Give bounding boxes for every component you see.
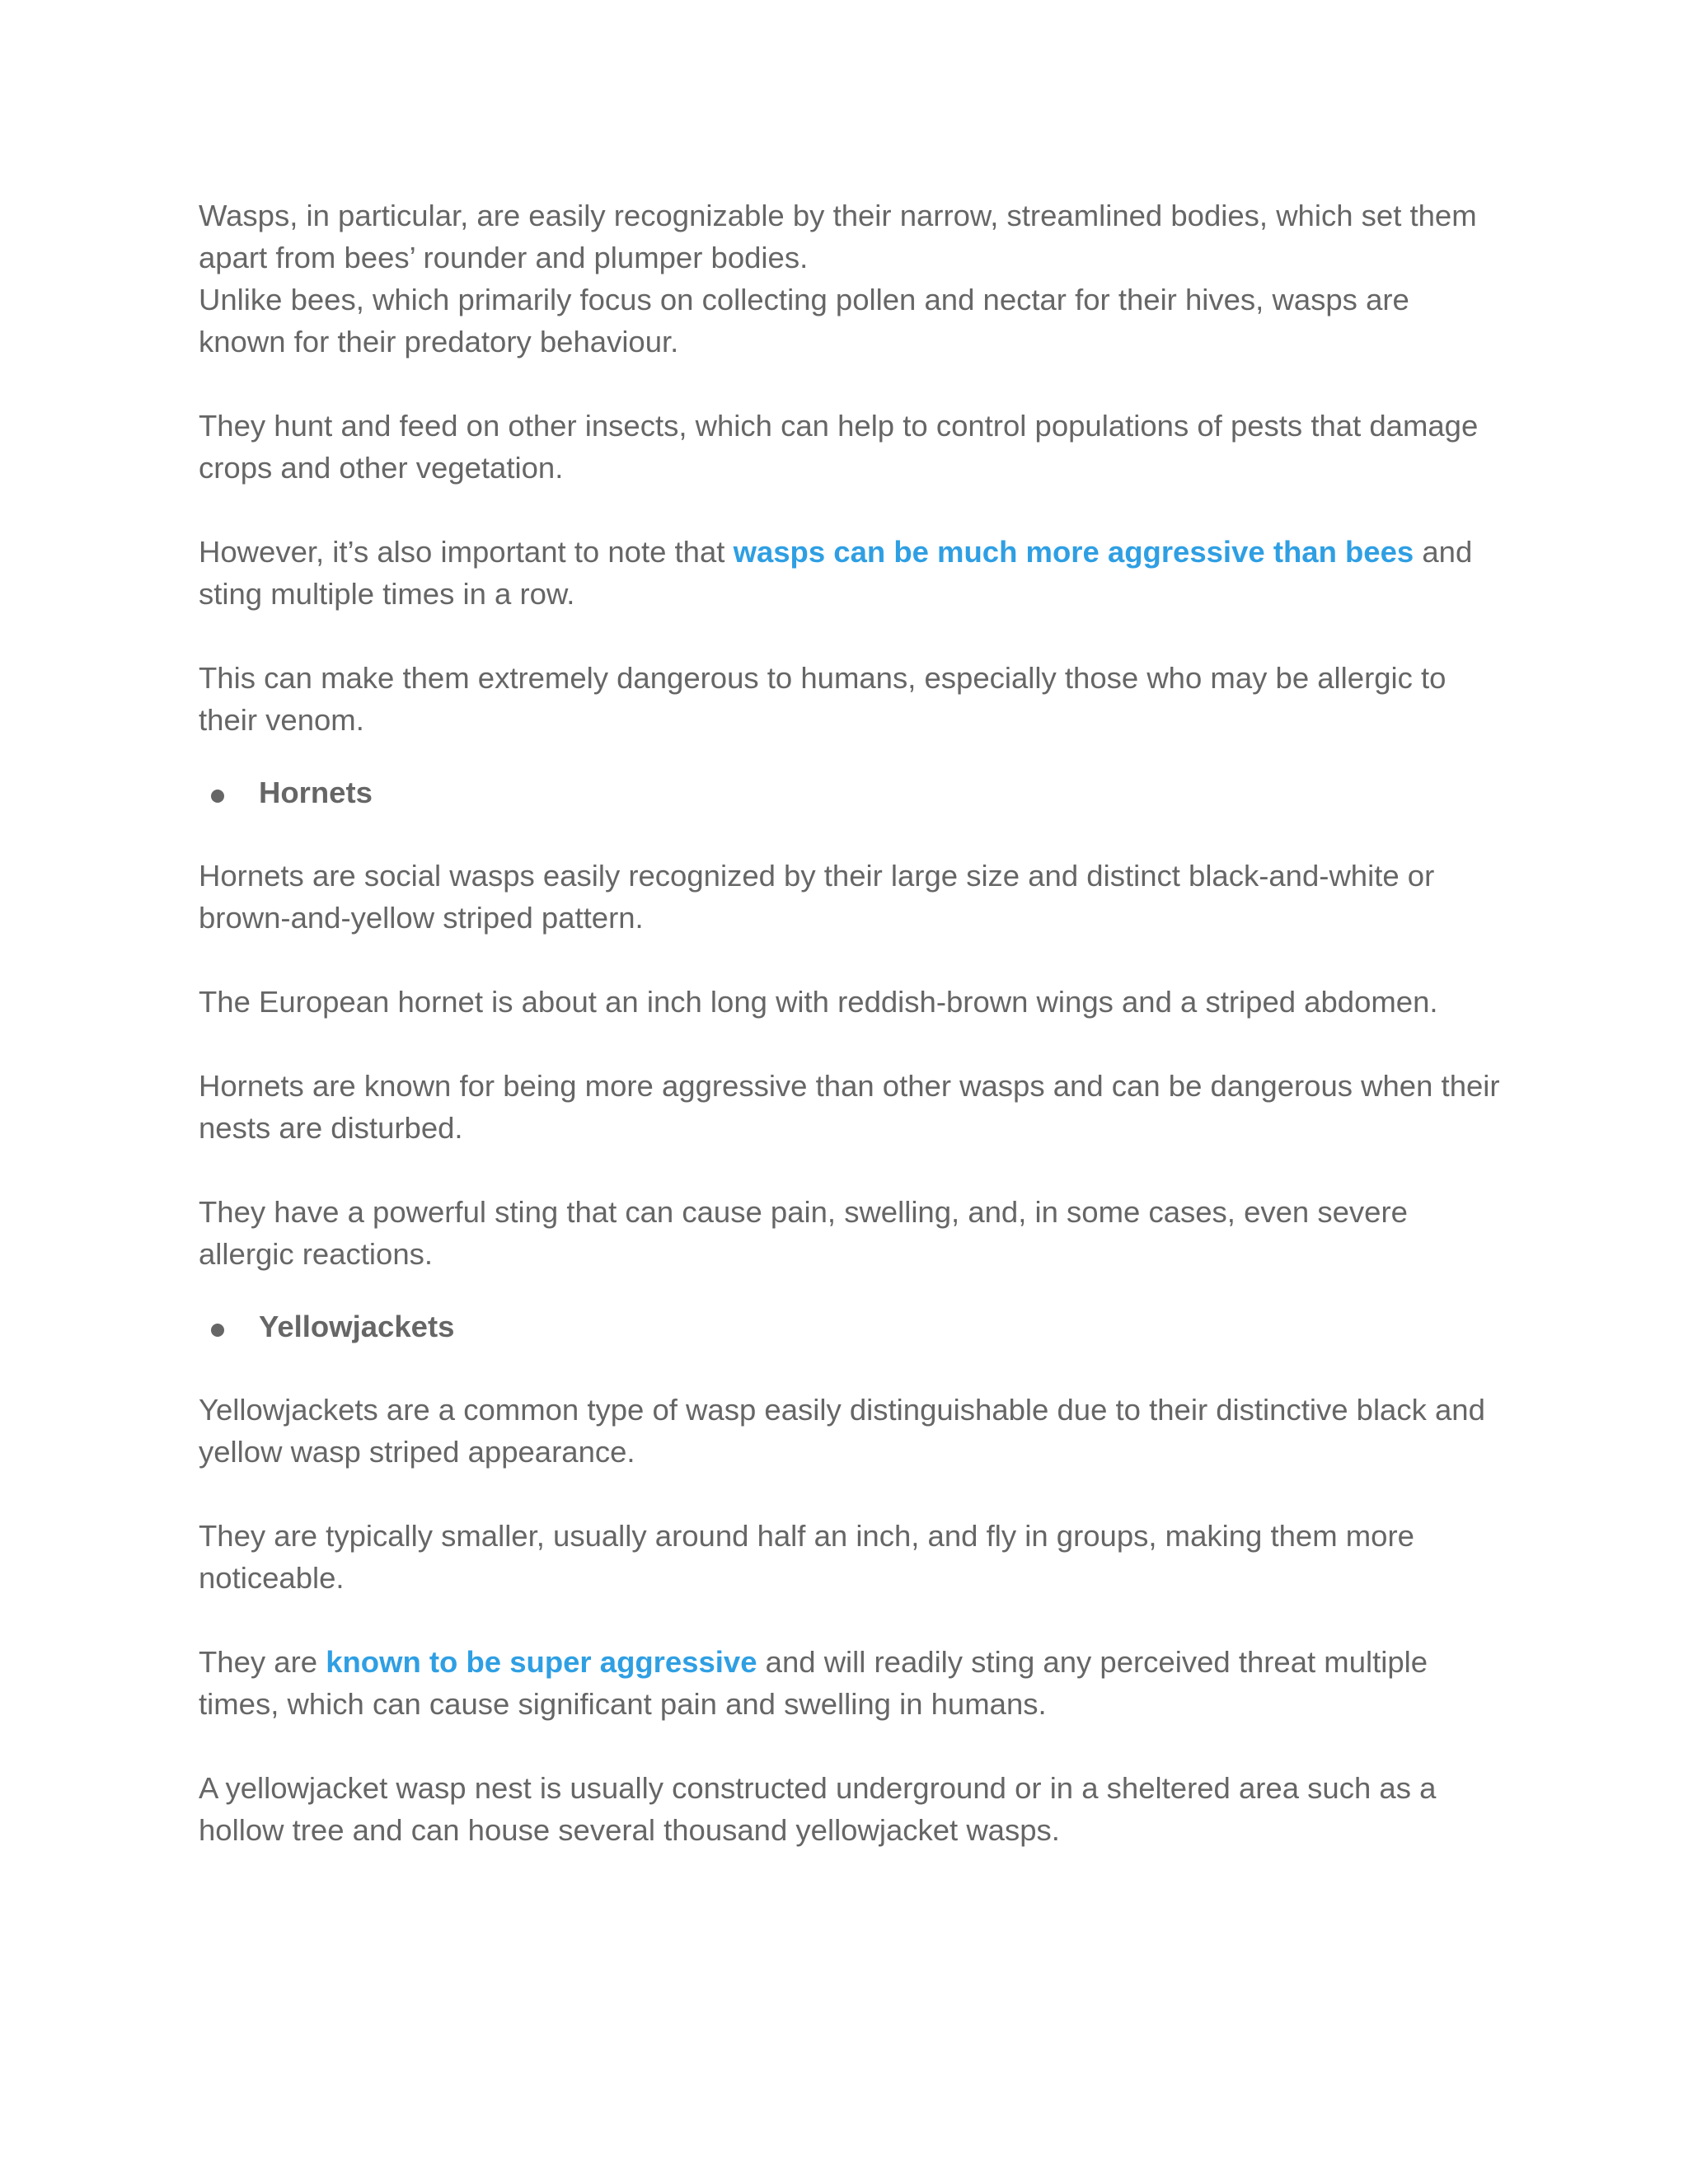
paragraph-wasps-dangerous: This can make them extremely dangerous to humans, especially those who may be allergic to their venom. <box>199 661 1447 737</box>
paragraph-yellowjacket-nest: A yellowjacket wasp nest is usually constructed underground or in a sheltered area such as a hollow tree and can house several thousand yellowjacket wasps. <box>199 1771 1437 1847</box>
spacer <box>199 1149 1501 1191</box>
paragraph-text: However, it’s also important to note that <box>199 535 734 569</box>
bullet-item-yellowjackets <box>199 1305 1501 1347</box>
bullet-icon <box>211 790 224 803</box>
paragraph-hornets-social: Hornets are social wasps easily recognized by their large size and distinct black-and-white or brown-and-yellow striped pattern. <box>199 859 1435 935</box>
spacer <box>199 1023 1501 1065</box>
document-body <box>199 194 1501 1851</box>
spacer <box>199 1599 1501 1641</box>
bullet-item-hornets <box>199 771 1501 813</box>
paragraph-hornets-aggressive: Hornets are known for being more aggressive than other wasps and can be dangerous when their nests are disturbed. <box>199 1069 1500 1145</box>
paragraph-yellowjackets-common: Yellowjackets are a common type of wasp easily distinguishable due to their distinctive black and yellow wasp striped appearance. <box>199 1393 1485 1469</box>
spacer <box>199 1347 1501 1389</box>
spacer <box>199 813 1501 855</box>
spacer <box>199 489 1501 531</box>
link-super-aggressive[interactable]: known to be super aggressive <box>326 1645 757 1679</box>
spacer <box>199 1725 1501 1767</box>
paragraph-wasps-hunt: They hunt and feed on other insects, which can help to control populations of pests that damage crops and other vegetation. <box>199 409 1479 485</box>
spacer <box>199 363 1501 405</box>
paragraph-text: and will readily sting any perceived threat multiple times, which can cause significant pain and swelling in humans. <box>199 1645 1428 1721</box>
paragraph-yellowjackets-aggressive <box>199 1641 1501 1725</box>
heading-hornets: Hornets <box>259 776 373 809</box>
paragraph-yellowjackets-size: They are typically smaller, usually around half an inch, and fly in groups, making them more noticeable. <box>199 1519 1414 1595</box>
bullet-icon <box>211 1324 224 1337</box>
paragraph-wasps-predatory: Unlike bees, which primarily focus on collecting pollen and nectar for their hives, wasps are known for their predatory behaviour. <box>199 283 1409 359</box>
paragraph-european-hornet: The European hornet is about an inch long with reddish-brown wings and a striped abdomen. <box>199 985 1438 1019</box>
paragraph-text: and sting multiple times in a row. <box>199 535 1473 611</box>
spacer <box>199 741 1501 771</box>
spacer <box>199 1473 1501 1515</box>
spacer <box>199 615 1501 657</box>
heading-yellowjackets: Yellowjackets <box>259 1310 455 1343</box>
spacer <box>199 939 1501 981</box>
spacer <box>199 1275 1501 1305</box>
paragraph-hornets-sting: They have a powerful sting that can cause pain, swelling, and, in some cases, even severe allergic reactions. <box>199 1195 1408 1271</box>
paragraph-text: They are <box>199 1645 326 1679</box>
link-wasps-more-aggressive[interactable]: wasps can be much more aggressive than bees <box>733 535 1414 569</box>
paragraph-wasps-bodies: Wasps, in particular, are easily recognizable by their narrow, streamlined bodies, which set them apart from bees’ rounder and plumper bodies. <box>199 199 1477 274</box>
paragraph-wasps-aggressive <box>199 531 1501 615</box>
